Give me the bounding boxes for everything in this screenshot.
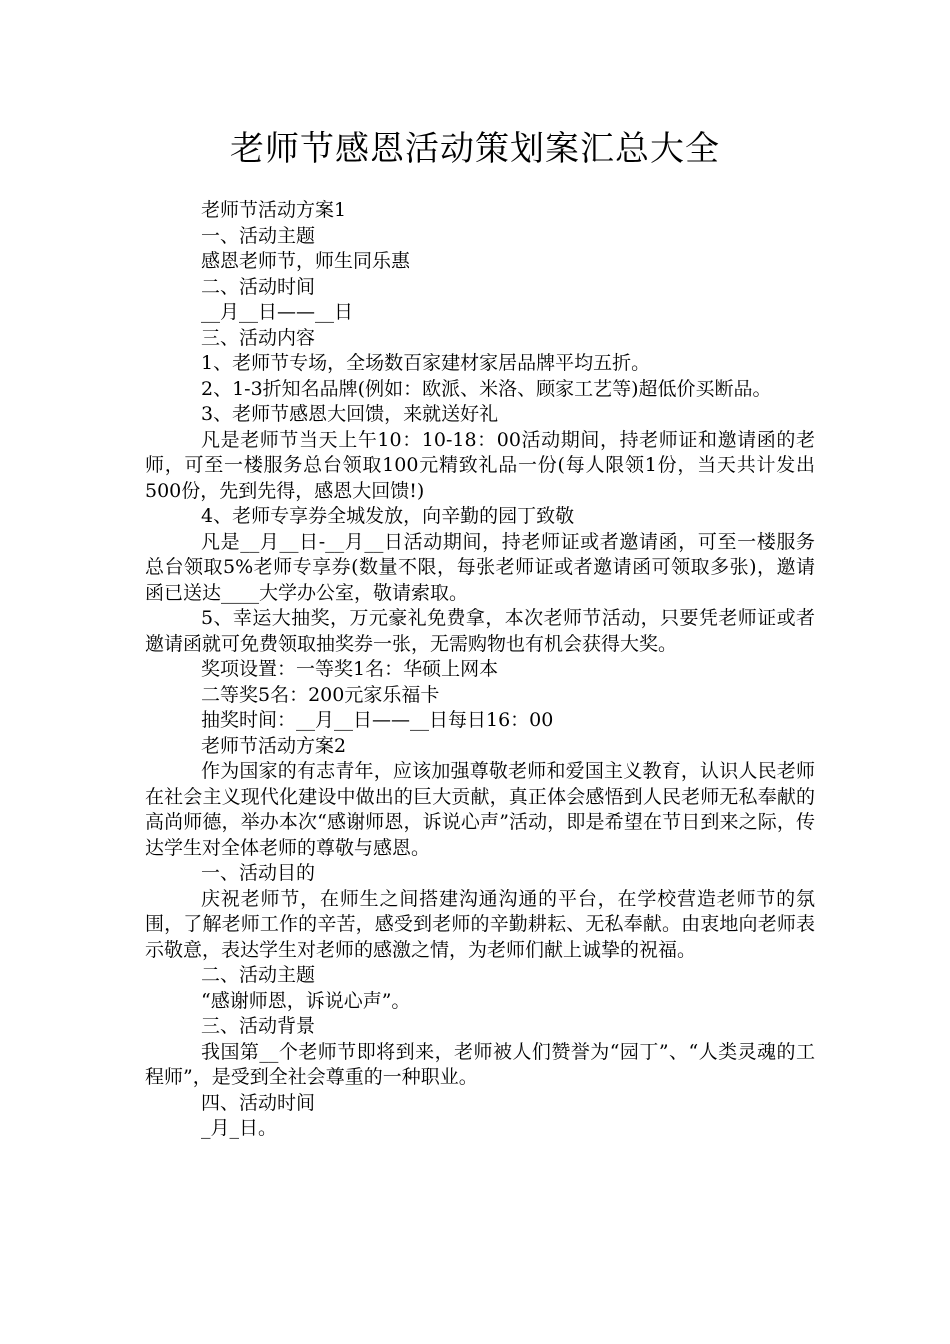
paragraph-content-5: 5、幸运大抽奖，万元豪礼免费拿，本次老师节活动，只要凭老师证或者邀请函就可免费领取抽奖券一张，无需购物也有机会获得大奖。 xyxy=(145,607,815,655)
paragraph-prize-second: 二等奖5名：200元家乐福卡 xyxy=(201,683,440,706)
paragraph-content-2: 2、1-3折知名品牌(例如：欧派、米洛、顾家工艺等)超低价买断品。 xyxy=(201,377,772,400)
paragraph-heading-content: 三、活动内容 xyxy=(201,326,316,349)
paragraph-prize-first: 奖项设置：一等奖1名：华硕上网本 xyxy=(201,658,499,680)
paragraph-heading-theme: 一、活动主题 xyxy=(201,224,316,247)
paragraph-theme: 感恩老师节，师生同乐惠 xyxy=(201,250,411,272)
paragraph-content-1: 1、老师节专场，全场数百家建材家居品牌平均五折。 xyxy=(201,352,651,374)
paragraph-time-2: _月_日。 xyxy=(201,1117,278,1139)
paragraph-heading-purpose: 一、活动目的 xyxy=(201,862,316,884)
paragraph-heading-background: 三、活动背景 xyxy=(201,1015,316,1037)
paragraph-background: 我国第__个老师节即将到来，老师被人们赞誉为“园丁”、“人类灵魂的工程师”，是受到全社会尊重的一种职业。 xyxy=(145,1040,815,1088)
paragraph-draw-time: 抽奖时间：__月__日——__日每日16：00 xyxy=(201,709,554,731)
paragraph-content-3-detail: 凡是老师节当天上午10：10-18：00活动期间，持老师证和邀请函的老师，可至一楼服务总台领取100元精致礼品一份(每人限领1份，当天共计发出500份，先到先得，感恩大回馈!) xyxy=(145,428,815,502)
paragraph-heading-theme-2: 二、活动主题 xyxy=(201,964,316,986)
paragraph-plan2-title: 老师节活动方案2 xyxy=(201,734,347,757)
paragraph-heading-time: 二、活动时间 xyxy=(201,275,316,298)
paragraph-time: __月__日——__日 xyxy=(201,301,354,323)
paragraph-content-3: 3、老师节感恩大回馈，来就送好礼 xyxy=(201,403,499,425)
paragraph-purpose: 庆祝老师节，在师生之间搭建沟通沟通的平台，在学校营造老师节的氛围，了解老师工作的辛苦，感受到老师的辛勤耕耘、无私奉献。由衷地向老师表示敬意，表达学生对老师的感激之情，为老师们献上诚挚的祝福。 xyxy=(145,887,815,961)
paragraph-theme-2: “感谢师恩，诉说心声”。 xyxy=(201,989,411,1012)
paragraph-plan1-title: 老师节活动方案1 xyxy=(201,199,347,221)
document-body xyxy=(145,198,815,1142)
paragraph-heading-time-2: 四、活动时间 xyxy=(201,1091,316,1114)
paragraph-plan2-intro: 作为国家的有志青年，应该加强尊敬老师和爱国主义教育，认识人民老师在社会主义现代化建设中做出的巨大贡献，真正体会感悟到人民老师无私奉献的高尚师德，举办本次“感谢师恩，诉说心声”活动，即是希望在节日到来之际，传达学生对全体老师的尊敬与感恩。 xyxy=(145,760,815,859)
paragraph-content-4: 4、老师专享券全城发放，向辛勤的园丁致敬 xyxy=(201,505,575,527)
paragraph-content-4-detail: 凡是__月__日-__月__日活动期间，持老师证或者邀请函，可至一楼服务总台领取5%老师专享券(数量不限，每张老师证或者邀请函可领取多张)，邀请函已送达____大学办公室，敬请索取。 xyxy=(145,530,815,604)
document-title: 老师节感恩活动策划案汇总大全 xyxy=(230,129,720,169)
